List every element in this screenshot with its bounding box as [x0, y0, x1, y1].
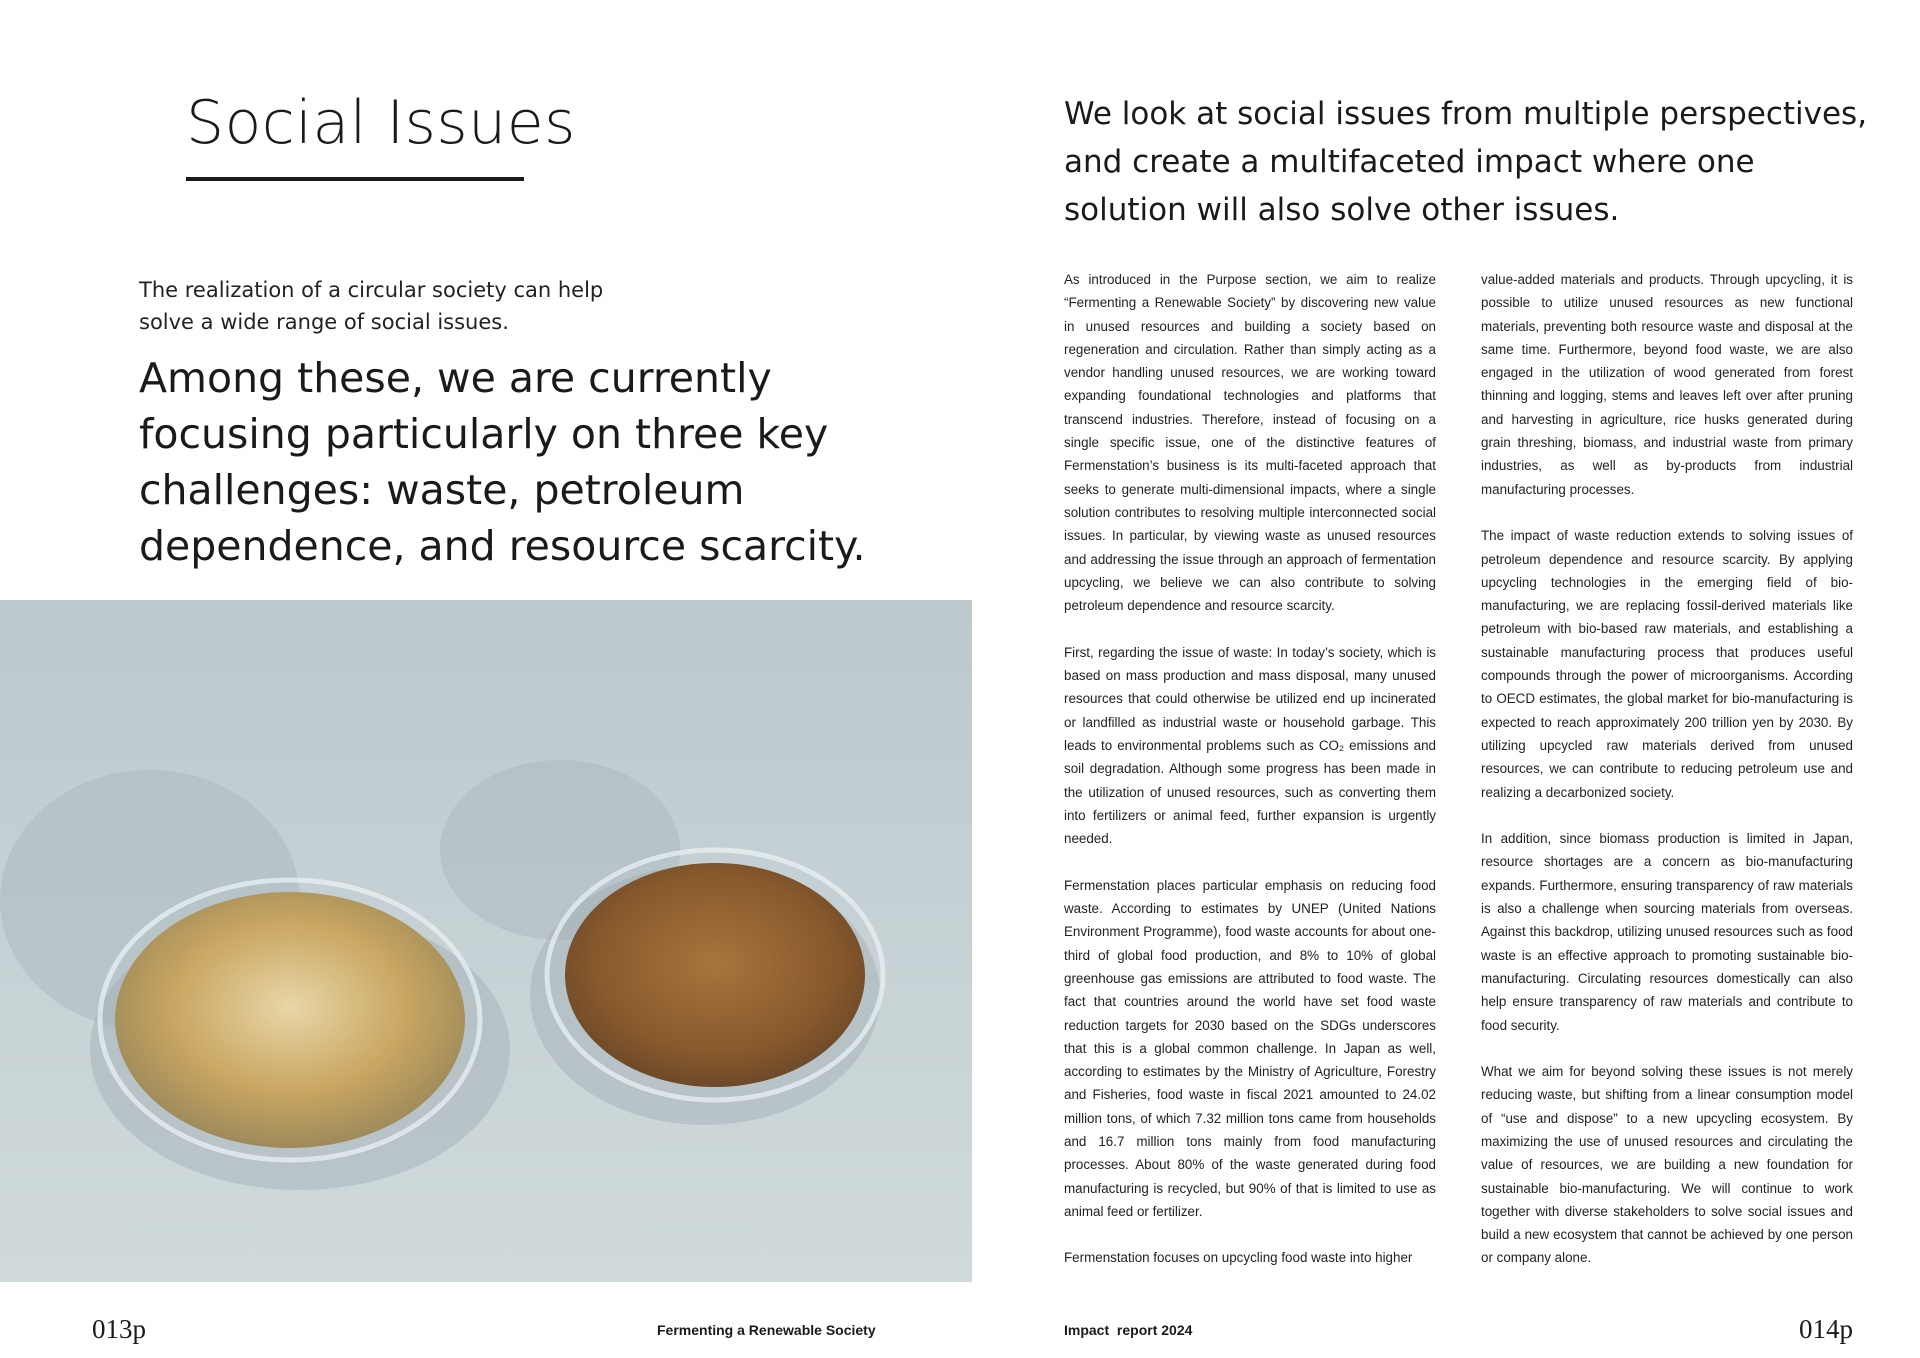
- paragraph: First, regarding the issue of waste: In today’s society, which is based on mass production and mass disposal, many unused resources that could otherwise be utilized end up incinerated or landfilled as industrial waste or household garbage. This leads to environmental problems such as CO₂ emissions and soil degradation. Although some progress has been made in the utilization of unused resources, such as converting them into fertilizers or animal feed, further expansion is urgently needed.: [1064, 644, 1436, 847]
- footer-title-right: Impact report 2024: [1064, 1322, 1193, 1338]
- body-column-2: [1481, 268, 1853, 1293]
- page-title: Social Issues: [186, 88, 576, 158]
- page-number-left: 013p: [92, 1314, 146, 1344]
- body-column-1: [1064, 268, 1436, 1293]
- title-underline: [186, 177, 524, 181]
- intro-text: The realization of a circular society can help solve a wide range of social issues.: [139, 278, 604, 334]
- page-number-right: 014p: [1799, 1314, 1853, 1344]
- photo-illustration: [0, 600, 972, 1282]
- paragraph: In addition, since biomass production is limited in Japan, resource shortages are a concern as bio-manufacturing expands. Furthermore, ensuring transparency of raw materials is also a challenge when sourcing materials from overseas. Against this backdrop, utilizing unused resources such as food waste is an effective approach to promoting sustainable bio-manufacturing. Circulating resources domestically can also help ensure transparency of raw materials and contribute to food security.: [1481, 831, 1853, 1033]
- paragraph: value-added materials and products. Through upcycling, it is possible to utilize unused resources as new functional materials, preventing both resource waste and disposal at the same time. Furthermore, beyond food waste, we are also engaged in the utilization of wood generated from forest thinning and logging, stems and leaves left over after pruning and harvesting in agriculture, rice husks generated during grain threshing, biomass, and industrial waste from primary industries, as well as by-products from industrial manufacturing processes.: [1481, 272, 1853, 497]
- lead-statement: We look at social issues from multiple perspectives, and create a multifaceted impact where one solution will also solve other issues.: [1064, 96, 1868, 228]
- paragraph: Fermenstation places particular emphasis on reducing food waste. According to estimates by UNEP (United Nations Environment Programme), food waste accounts for about one-third of global food production, and 8% to 10% of global greenhouse gas emissions are attributed to food waste. The fact that countries around the world have set food waste reduction targets for 2030 based on the SDGs underscores that this is a global common challenge. In Japan as well, according to estimates by the Ministry of Agriculture, Forestry and Fisheries, food waste in fiscal 2021 amounted to 24.02 million tons, of which 7.32 million tons came from households and 16.7 million tons mainly from food manufacturing processes. About 80% of the waste generated during food manufacturing is recycled, but 90% of that is limited to use as animal feed or fertilizer.: [1064, 877, 1436, 1219]
- paragraph: The impact of waste reduction extends to solving issues of petroleum dependence and resource scarcity. By applying upcycling technologies in the emerging field of bio-manufacturing, we are replacing fossil-derived materials like petroleum with bio-based raw materials, and establishing a sustainable manufacturing process that produces useful compounds through the power of microorganisms. According to OECD estimates, the global market for bio-manufacturing is expected to reach approximately 200 trillion yen by 2030. By utilizing upcycled raw materials derived from unused resources, we can contribute to reducing petroleum use and realizing a decarbonized society.: [1481, 528, 1853, 800]
- paragraph: As introduced in the Purpose section, we aim to realize “Fermenting a Renewable Society” by discovering new value in unused resources and building a society based on regeneration and circulation. Rather than simply acting as a vendor handling unused resources, we are working toward expanding foundational technologies and platforms that transcend industries. Therefore, instead of focusing on a single specific issue, one of the distinctive features of Fermenstation’s business is its multi-faceted approach that seeks to generate multi-dimensional impacts, where a single solution contributes to resolving multiple interconnected social issues. In particular, by viewing waste as unused resources and addressing the issue through an approach of fermentation upcycling, we believe we can also contribute to solving petroleum dependence and resource scarcity.: [1064, 272, 1436, 614]
- footer-title-left: Fermenting a Renewable Society: [657, 1322, 876, 1338]
- paragraph: Fermenstation focuses on upcycling food waste into higher: [1064, 1250, 1413, 1266]
- paragraph: What we aim for beyond solving these issues is not merely reducing waste, but shifting from a linear consumption model of “use and dispose” to a new upcycling ecosystem. By maximizing the use of unused resources and circulating the value of resources, we are building a new foundation for sustainable bio-manufacturing. We will continue to work together with diverse stakeholders to solve social issues and build a new ecosystem that cannot be achieved by one person or company alone.: [1481, 1064, 1853, 1266]
- petri-dishes-photo: [0, 600, 972, 1282]
- intro-headline: Among these, we are currently focusing particularly on three key challenges: waste, petroleum dependence, and resource scarcity.: [139, 354, 866, 570]
